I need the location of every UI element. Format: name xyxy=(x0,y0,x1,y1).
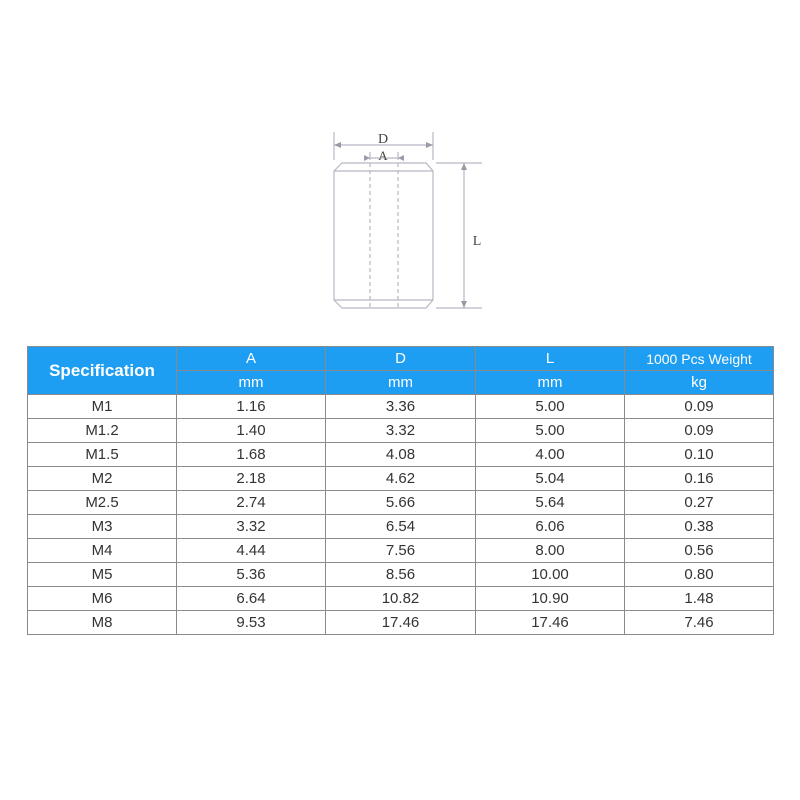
table-row xyxy=(28,419,774,443)
cell-spec: M3 xyxy=(28,515,177,539)
cell-weight: 0.80 xyxy=(625,563,774,587)
header-weight: 1000 Pcs Weight xyxy=(625,347,774,371)
table-row xyxy=(28,467,774,491)
cell-d: 3.32 xyxy=(326,419,476,443)
cell-a: 3.32 xyxy=(177,515,326,539)
cell-spec: M5 xyxy=(28,563,177,587)
cell-l: 10.90 xyxy=(476,587,625,611)
cell-d: 7.56 xyxy=(326,539,476,563)
header-a: A xyxy=(177,347,326,371)
cell-weight: 0.56 xyxy=(625,539,774,563)
table-row xyxy=(28,539,774,563)
dimension-drawing xyxy=(0,0,800,340)
cell-l: 5.00 xyxy=(476,395,625,419)
cell-d: 10.82 xyxy=(326,587,476,611)
cell-l: 10.00 xyxy=(476,563,625,587)
cell-weight: 0.16 xyxy=(625,467,774,491)
cell-a: 4.44 xyxy=(177,539,326,563)
cell-d: 4.08 xyxy=(326,443,476,467)
cell-weight: 0.09 xyxy=(625,395,774,419)
header-specification: Specification xyxy=(28,347,177,395)
cell-l: 5.00 xyxy=(476,419,625,443)
unit-l: mm xyxy=(476,371,625,395)
cell-l: 6.06 xyxy=(476,515,625,539)
cell-l: 5.04 xyxy=(476,467,625,491)
header-d: D xyxy=(326,347,476,371)
cell-spec: M8 xyxy=(28,611,177,635)
table-row xyxy=(28,515,774,539)
cell-a: 1.40 xyxy=(177,419,326,443)
cell-weight: 1.48 xyxy=(625,587,774,611)
table-row xyxy=(28,611,774,635)
cell-spec: M2 xyxy=(28,467,177,491)
cell-spec: M1.2 xyxy=(28,419,177,443)
table-row xyxy=(28,443,774,467)
cell-d: 8.56 xyxy=(326,563,476,587)
unit-weight: kg xyxy=(625,371,774,395)
cell-spec: M1.5 xyxy=(28,443,177,467)
dimension-label-a: A xyxy=(378,148,388,163)
cell-spec: M4 xyxy=(28,539,177,563)
cell-d: 6.54 xyxy=(326,515,476,539)
cell-l: 8.00 xyxy=(476,539,625,563)
specification-table xyxy=(27,346,774,635)
unit-a: mm xyxy=(177,371,326,395)
cell-a: 2.18 xyxy=(177,467,326,491)
table-row xyxy=(28,563,774,587)
cell-l: 4.00 xyxy=(476,443,625,467)
cell-weight: 0.27 xyxy=(625,491,774,515)
cell-l: 5.64 xyxy=(476,491,625,515)
header-l: L xyxy=(476,347,625,371)
cell-spec: M6 xyxy=(28,587,177,611)
cell-weight: 0.38 xyxy=(625,515,774,539)
cell-spec: M2.5 xyxy=(28,491,177,515)
dimension-label-d: D xyxy=(377,132,389,147)
cell-a: 6.64 xyxy=(177,587,326,611)
cell-a: 1.16 xyxy=(177,395,326,419)
cell-weight: 7.46 xyxy=(625,611,774,635)
dimension-label-l: L xyxy=(472,234,482,249)
unit-d: mm xyxy=(326,371,476,395)
table-row xyxy=(28,395,774,419)
table-row xyxy=(28,587,774,611)
cell-d: 3.36 xyxy=(326,395,476,419)
table-row xyxy=(28,491,774,515)
cell-a: 1.68 xyxy=(177,443,326,467)
cell-d: 17.46 xyxy=(326,611,476,635)
cell-d: 5.66 xyxy=(326,491,476,515)
cell-weight: 0.09 xyxy=(625,419,774,443)
cell-l: 17.46 xyxy=(476,611,625,635)
cell-weight: 0.10 xyxy=(625,443,774,467)
cell-a: 9.53 xyxy=(177,611,326,635)
cell-a: 5.36 xyxy=(177,563,326,587)
cell-a: 2.74 xyxy=(177,491,326,515)
cell-d: 4.62 xyxy=(326,467,476,491)
cell-spec: M1 xyxy=(28,395,177,419)
